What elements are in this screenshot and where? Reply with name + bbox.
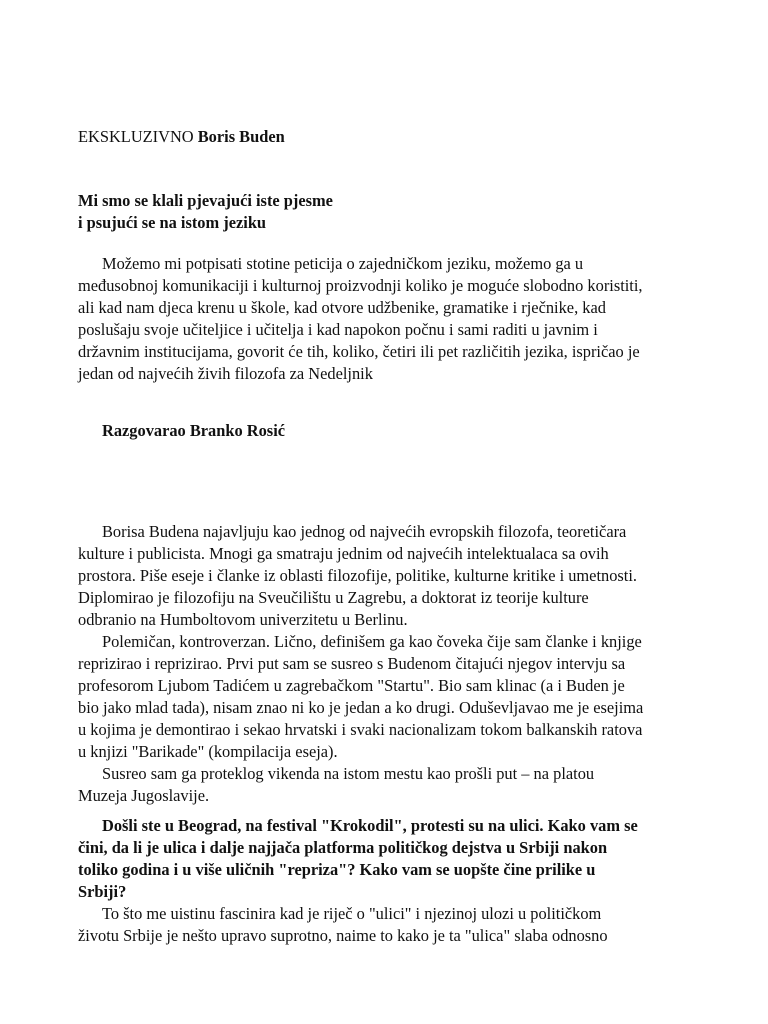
- interview-answer: [78, 903, 692, 947]
- intro-line: Muzeja Jugoslavije.: [78, 786, 210, 805]
- lead-paragraph: [78, 253, 692, 385]
- intro-line: kulture i publicista. Mnogi ga smatraju jednim od najvećih intelektualaca sa ovih: [78, 544, 609, 563]
- question-line: toliko godina i u više uličnih "repriza"? Kako vam se uopšte čine prilike u: [78, 860, 596, 879]
- answer-line: To što me uistinu fascinira kad je riječ o "ulici" i njezinoj ulozi u političkom: [102, 904, 602, 923]
- lead-line: jedan od najvećih živih filozofa za Nedeljnik: [78, 364, 373, 383]
- lead-line: državnim institucijama, govorit će tih, koliko, četiri ili pet različitih jezika, ispričao je: [78, 342, 640, 361]
- question-line: Došli ste u Beograd, na festival "Krokodil", protesti su na ulici. Kako vam se: [102, 816, 638, 835]
- answer-line: životu Srbije je nešto upravo suprotno, naime to kako je ta "ulica" slaba odnosno: [78, 926, 608, 945]
- byline: [78, 420, 692, 442]
- byline-text: Razgovarao Branko Rosić: [102, 421, 286, 440]
- intro-line: bio jako mlad tada), nisam znao ni ko je jedan a ko drugi. Oduševljavao me je esejima: [78, 698, 644, 717]
- intro-line: Polemičan, kontroverzan. Lično, definišem ga kao čoveka čije sam članke i knjige: [102, 632, 642, 651]
- lead-line: Možemo mi potpisati stotine peticija o zajedničkom jeziku, možemo ga u: [102, 254, 584, 273]
- headline-line: i psujući se na istom jeziku: [78, 213, 267, 232]
- question-line: Srbiji?: [78, 882, 127, 901]
- intro-line: profesorom Ljubom Tadićem u zagrebačkom "Startu". Bio sam klinac (a i Buden je: [78, 676, 625, 695]
- article-header: [78, 126, 692, 148]
- author-name: Boris Buden: [197, 127, 285, 146]
- question-line: čini, da li je ulica i dalje najjača platforma političkog dejstva u Srbiji nakon: [78, 838, 608, 857]
- lead-line: ali kad nam djeca krenu u škole, kad otvore udžbenike, gramatike i rječnike, kad: [78, 298, 606, 317]
- headline-line: Mi smo se klali pjevajući iste pjesme: [78, 191, 333, 210]
- intro-line: u kojima je demontirao i sekao hrvatski i svaki nacionalizam tokom balkanskih ratova: [78, 720, 643, 739]
- intro-line: prostora. Piše eseje i članke iz oblasti filozofije, politike, kulturne kritike i umetnosti.: [78, 566, 637, 585]
- intro-line: reprizirao i reprizirao. Prvi put sam se susreo s Budenom čitajući njegov intervju sa: [78, 654, 626, 673]
- interview-question: [78, 815, 692, 903]
- intro-line: Diplomirao je filozofiju na Sveučilištu u Zagrebu, a doktorat iz teorije kulture: [78, 588, 589, 607]
- lead-line: međusobnoj komunikaciji i kulturnoj proizvodnji koliko je moguće slobodno koristiti,: [78, 276, 643, 295]
- intro-line: Susreo sam ga proteklog vikenda na istom mestu kao prošli put – na platou: [102, 764, 595, 783]
- intro-line: u knjizi "Barikade" (kompilacija eseja).: [78, 742, 338, 761]
- intro-line: Borisa Budena najavljuju kao jednog od najvećih evropskih filozofa, teoretičara: [102, 522, 627, 541]
- intro-line: odbranio na Humboltovom univerzitetu u Berlinu.: [78, 610, 408, 629]
- lead-line: poslušaju svoje učiteljice i učitelja i kad napokon počnu i sami raditi u javnim i: [78, 320, 598, 339]
- headline: [78, 190, 692, 234]
- intro-paragraph-1: [78, 521, 692, 807]
- exclusive-label: EKSKLUZIVNO: [78, 127, 194, 146]
